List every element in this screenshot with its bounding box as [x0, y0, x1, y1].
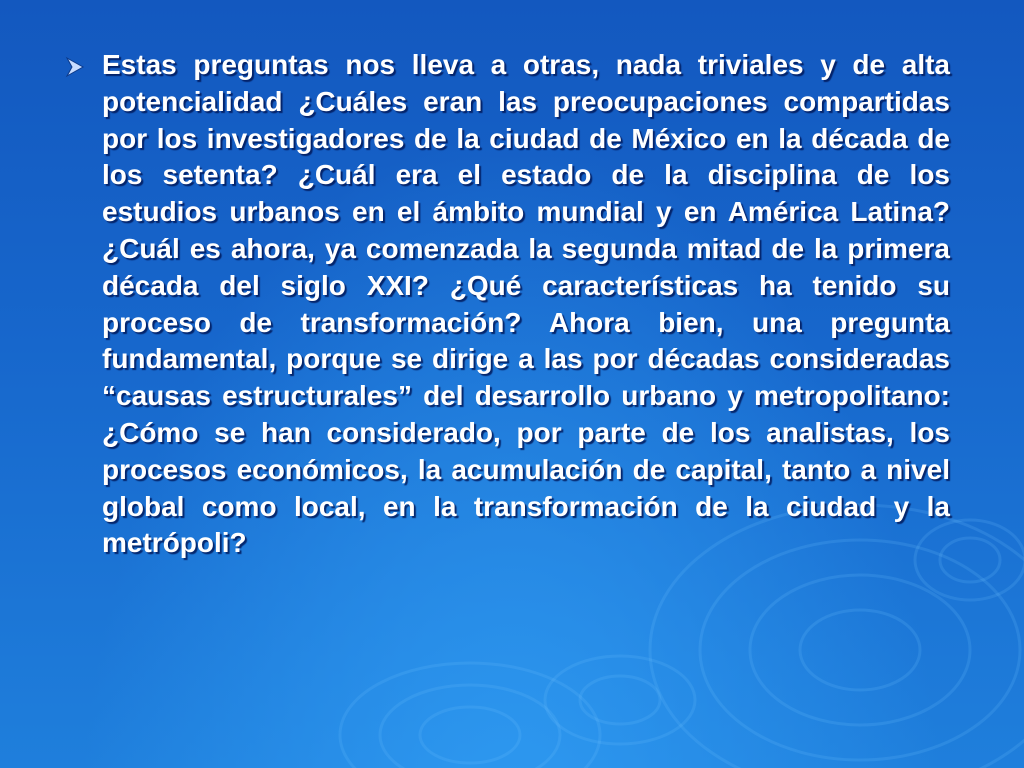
slide-body-text: Estas preguntas nos lleva a otras, nada triviales y de alta potencialidad ¿Cuáles eran las preocupaciones compartidas por los investigadores de la ciudad de México en la década de los setenta? ¿Cuál era el estado de la disciplina de los estudios urbanos en el ámbito mundial y en América Latina? ¿Cuál es ahora, ya comenzada la segunda mitad de la primera década del siglo XXI? ¿Qué características ha tenido su proceso de transformación? Ahora bien, una pregunta fundamental, porque se dirige a las por décadas consideradas “causas estructurales” del desarrollo urbano y metropolitano: ¿Cómo se han considerado, por parte de los analistas, los procesos económicos, la acumulación de capital, tanto a nivel global como local, en la transformación de la ciudad y la metrópoli?	[102, 49, 950, 559]
arrowhead-bullet-icon	[64, 56, 86, 78]
ripple-ring	[380, 685, 560, 768]
ripple-ring	[750, 575, 970, 725]
ripple-ring	[800, 610, 920, 690]
ripple-ring	[420, 707, 520, 763]
ripple-ring	[700, 540, 1020, 760]
ripple-ring	[545, 656, 695, 744]
ripple-ring	[340, 663, 600, 768]
ripple-ring	[580, 676, 660, 724]
